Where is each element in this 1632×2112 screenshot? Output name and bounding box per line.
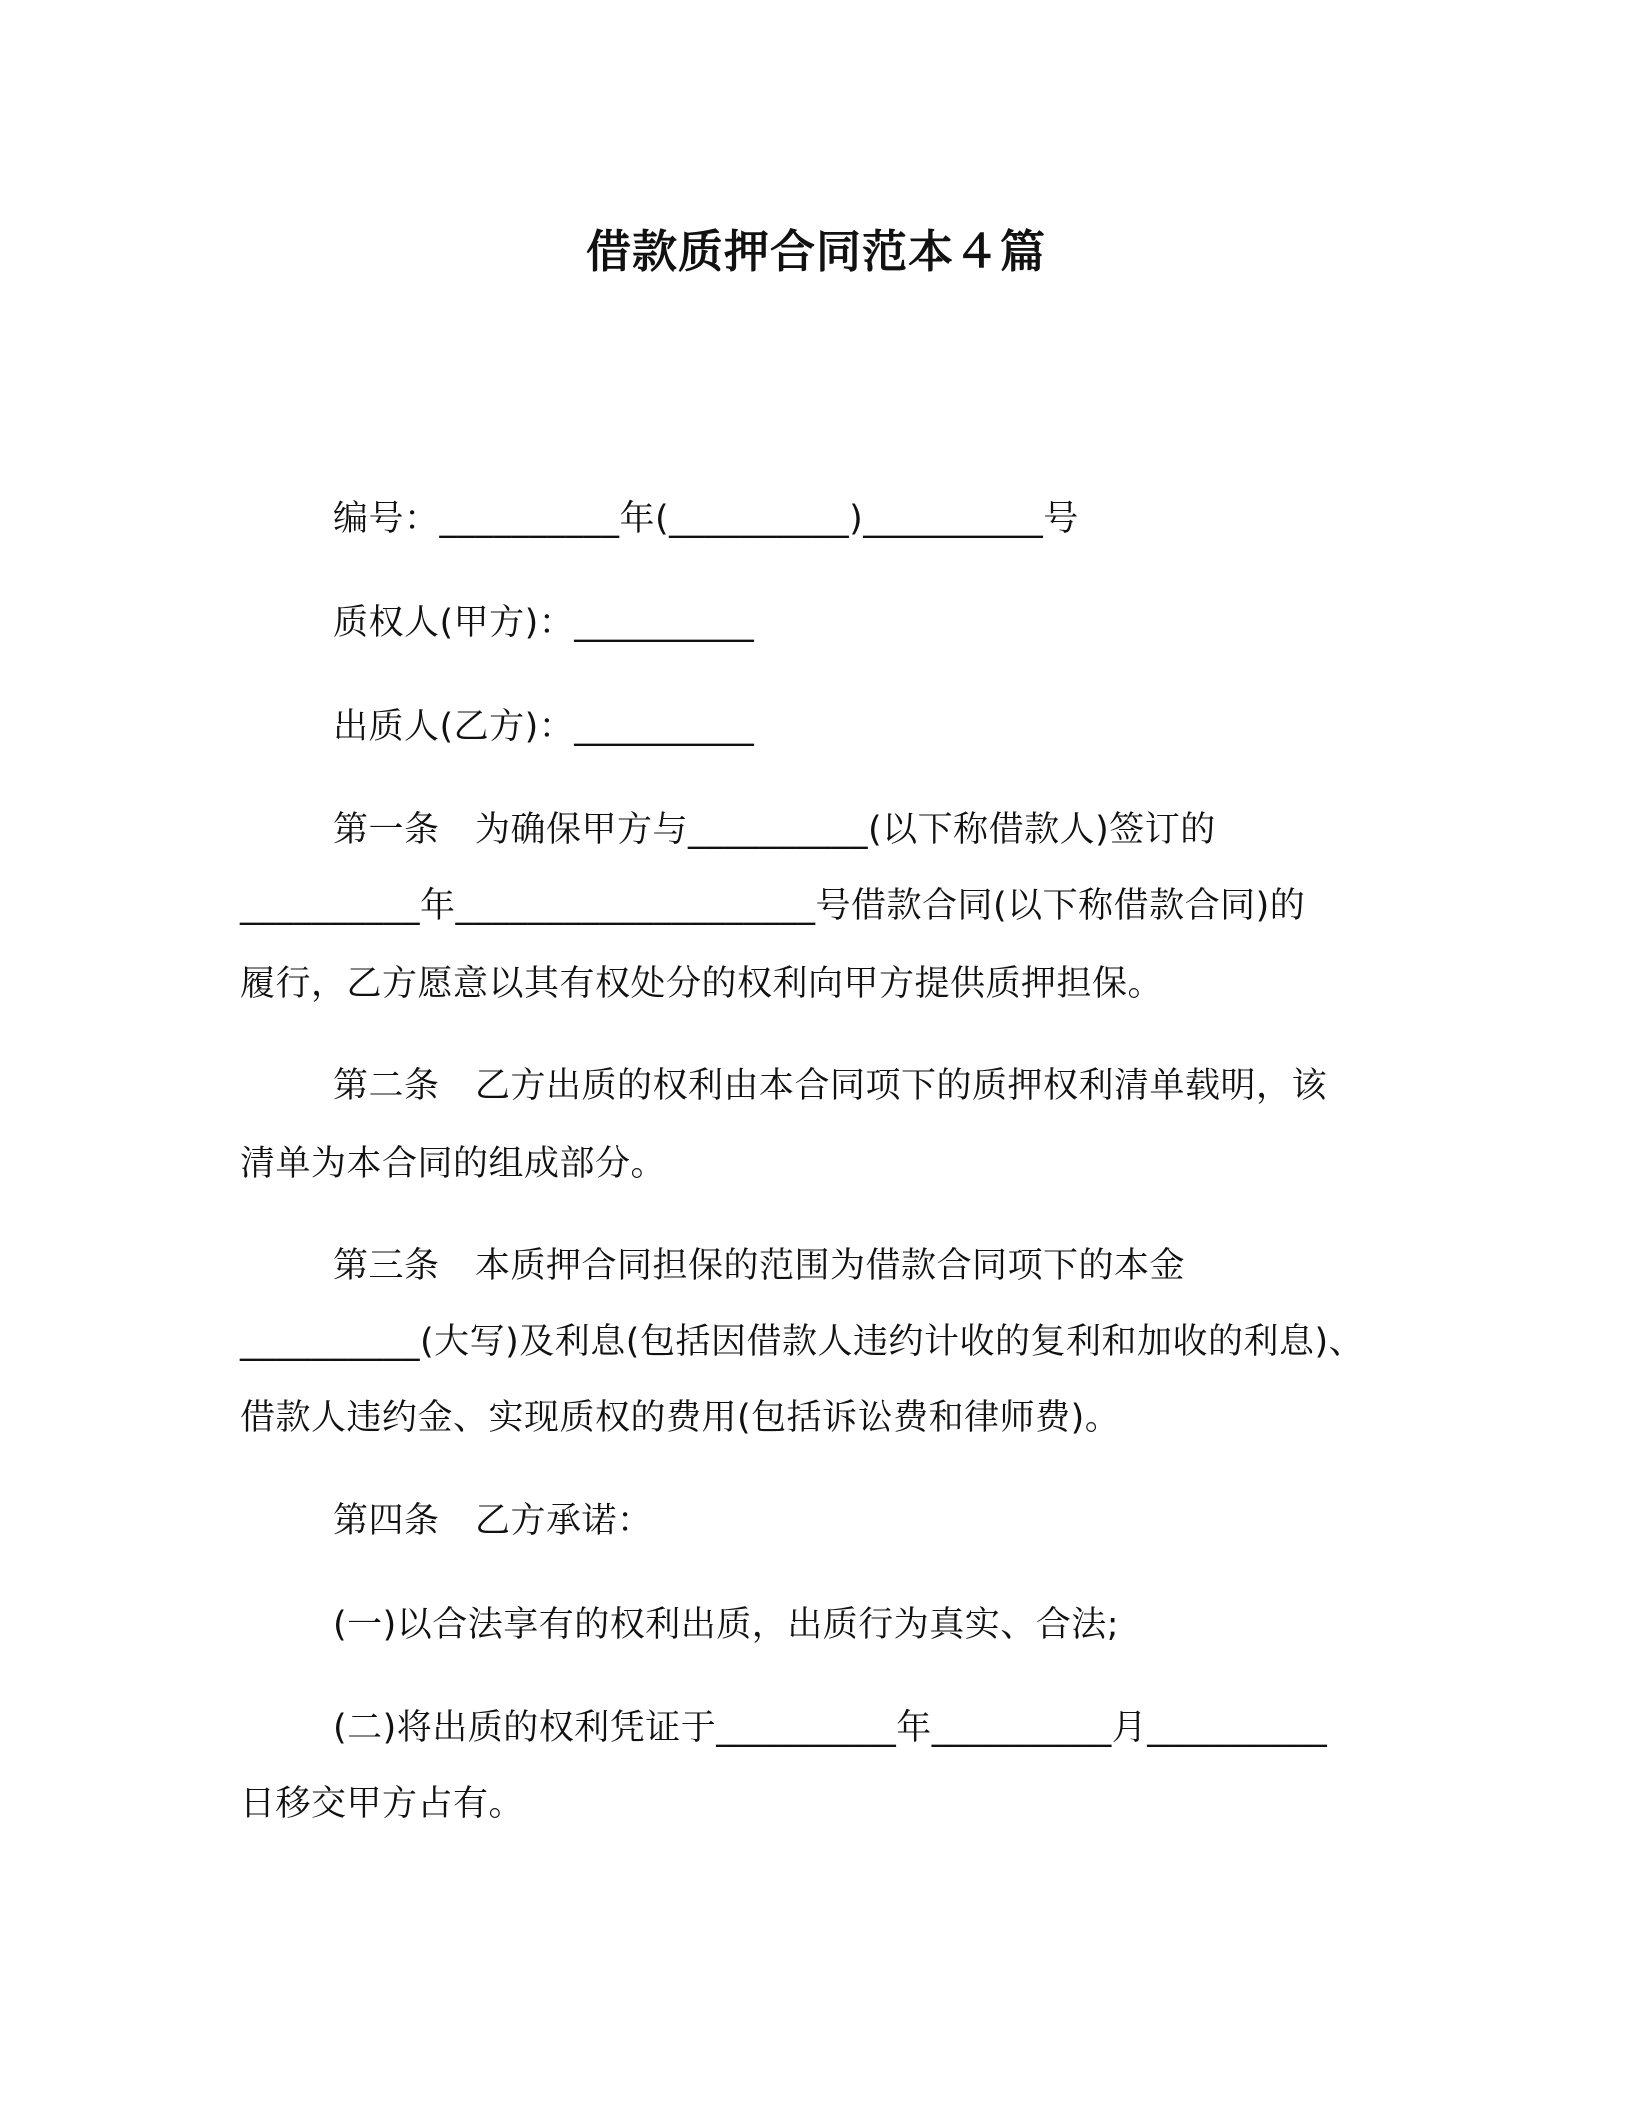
document-title: 借款质押合同范本４篇: [585, 225, 1046, 278]
contract-number-line: 编号：__________年(__________)__________号: [333, 499, 1079, 539]
article-1-line-3: 履行，乙方愿意以其有权处分的权利向甲方提供质押担保。: [240, 964, 1164, 1004]
article-4-item-1: (一)以合法享有的权利出质，出质行为真实、合法;: [333, 1605, 1120, 1645]
pledgor-line: 出质人(乙方)：__________: [333, 707, 755, 747]
article-2-line-1: 第二条 乙方出质的权利由本合同项下的质押权利清单载明，该: [333, 1066, 1328, 1106]
article-1-line-1: 第一条 为确保甲方与__________(以下称借款人)签订的: [333, 810, 1216, 850]
pledgee-line: 质权人(甲方)：__________: [333, 603, 755, 643]
article-4-item-2-line-2: 日移交甲方占有。: [240, 1784, 525, 1824]
article-1-line-2: __________年____________________号借款合同(以下称借款合同)的: [240, 886, 1306, 926]
article-3-line-1: 第三条 本质押合同担保的范围为借款合同项下的本金: [333, 1246, 1186, 1286]
article-4-item-2-line-1: (二)将出质的权利凭证于__________年__________月__________: [333, 1708, 1328, 1748]
article-3-line-3: 借款人违约金、实现质权的费用(包括诉讼费和律师费)。: [240, 1398, 1121, 1438]
article-2-line-2: 清单为本合同的组成部分。: [240, 1144, 667, 1184]
article-3-line-2: __________(大写)及利息(包括因借款人违约计收的复利和加收的利息)、: [240, 1322, 1365, 1362]
article-4-heading: 第四条 乙方承诺：: [333, 1501, 653, 1541]
